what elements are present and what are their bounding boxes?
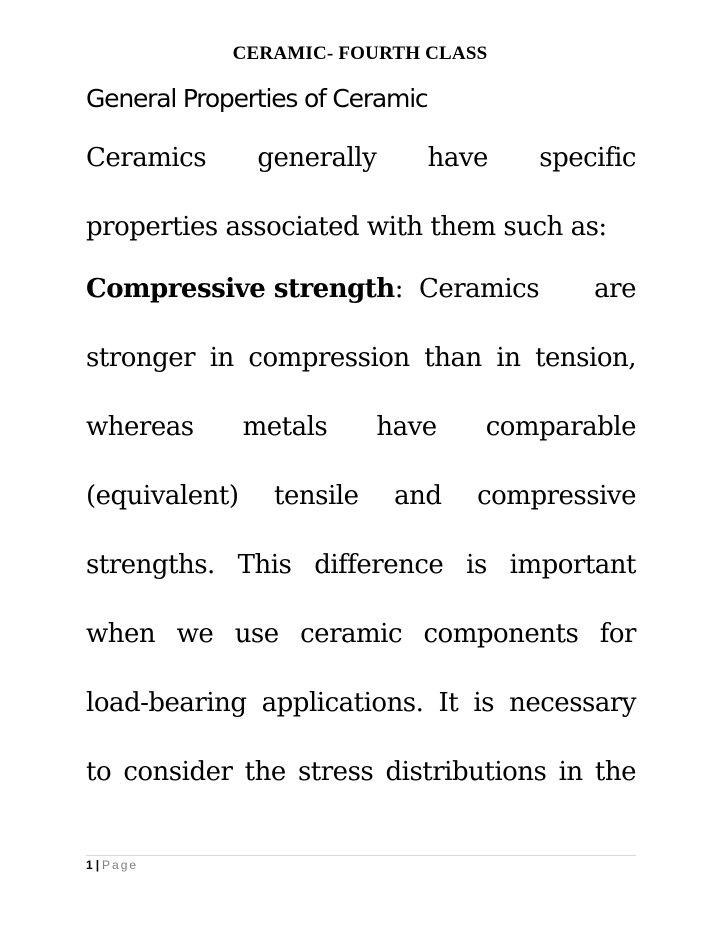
term-suffix-colon: :	[394, 274, 403, 304]
page-footer	[86, 858, 138, 872]
page-label: Page	[102, 858, 139, 872]
paragraph-line: Ceramics generally have specific	[86, 143, 636, 173]
section-heading: General Properties of Ceramic	[86, 84, 428, 113]
intro-paragraph	[86, 124, 636, 262]
paragraph-first-line	[86, 255, 636, 324]
paragraph-line: when we use ceramic components for	[86, 619, 636, 649]
paragraph-line: to consider the stress distributions in the	[86, 757, 636, 787]
compressive-strength-paragraph	[86, 255, 636, 807]
term-suffix-words	[419, 255, 636, 324]
page-number: 1	[86, 858, 93, 872]
paragraph-line: stronger in compression than in tension,	[86, 343, 636, 373]
suffix-word: are	[594, 274, 636, 304]
document-header-title: CERAMIC- FOURTH CLASS	[232, 43, 488, 64]
paragraph-line: properties associated with them such as:	[86, 212, 607, 242]
compressive-strength-term: Compressive strength	[86, 274, 395, 304]
term-group	[86, 255, 403, 324]
suffix-word: Ceramics	[418, 274, 540, 304]
paragraph-line: (equivalent) tensile and compressive	[86, 481, 636, 511]
paragraph-line: whereas metals have comparable	[86, 412, 636, 442]
footer-separator: |	[95, 858, 100, 872]
paragraph-line: strengths. This difference is important	[86, 550, 636, 580]
footer-divider	[86, 855, 636, 856]
paragraph-line: load-bearing applications. It is necessary	[86, 688, 636, 718]
